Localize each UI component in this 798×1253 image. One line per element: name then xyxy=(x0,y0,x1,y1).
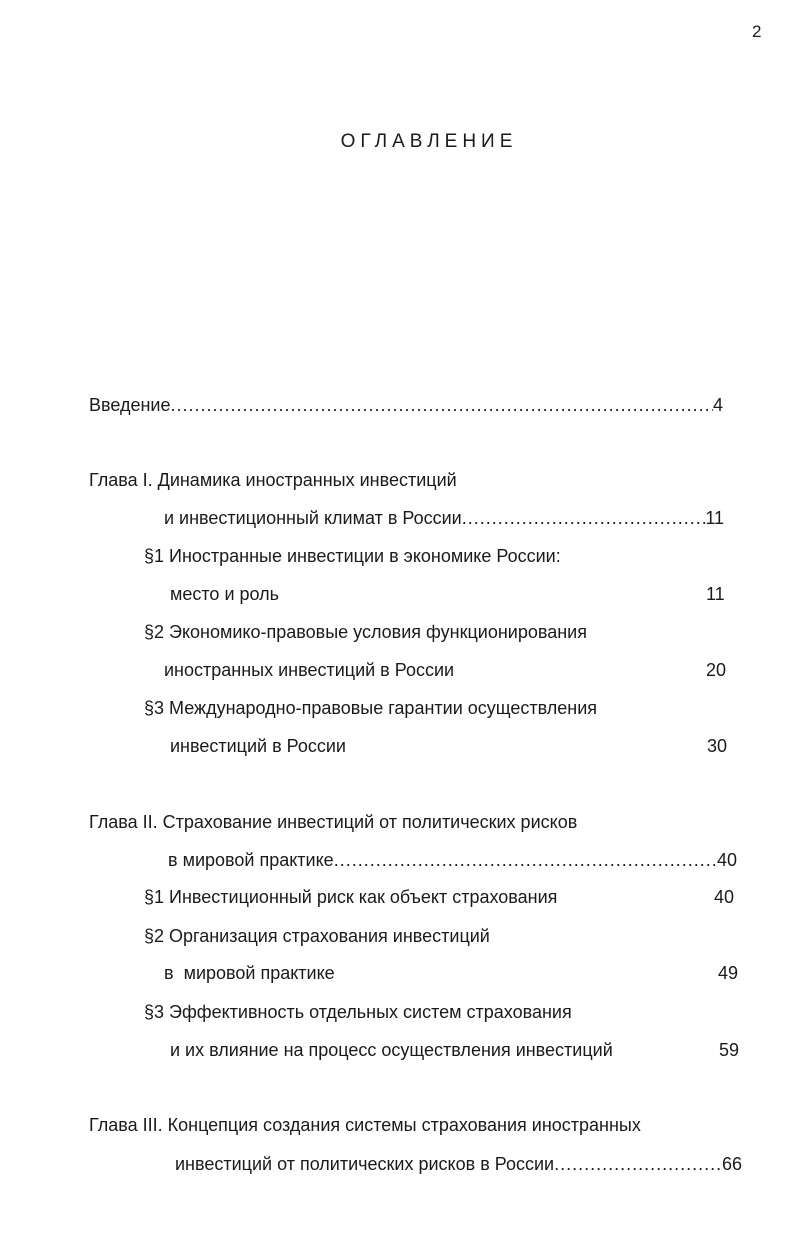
dot-leader xyxy=(171,394,713,416)
chapter-3-title-line1[interactable]: Глава III. Концепция создания системы страхования иностранных xyxy=(89,1115,641,1135)
section-1-2-line2[interactable]: иностранных инвестиций в России xyxy=(164,660,455,680)
section-1-3-page: 30 xyxy=(707,736,728,756)
section-1-2-page: 20 xyxy=(706,660,727,680)
toc-entry-page: 66 xyxy=(721,1154,742,1174)
dot-leader xyxy=(554,1153,722,1175)
dot-leader xyxy=(334,849,717,871)
chapter-1-title-line2[interactable] xyxy=(164,507,724,529)
section-2-1-line1[interactable]: §1 Инвестиционный риск как объект страхования xyxy=(144,887,558,907)
page-title: ОГЛАВЛЕНИЕ xyxy=(340,131,518,152)
chapter-1-title-line1[interactable]: Глава I. Динамика иностранных инвестиций xyxy=(89,470,457,490)
section-2-3-page: 59 xyxy=(719,1040,740,1060)
section-2-2-line1[interactable]: §2 Организация страхования инвестиций xyxy=(144,926,490,946)
chapter-2-title-line1[interactable]: Глава II. Страхование инвестиций от политических рисков xyxy=(89,812,578,832)
section-2-3-line1[interactable]: §3 Эффективность отдельных систем страхования xyxy=(144,1002,572,1022)
chapter-3-title-line2[interactable] xyxy=(175,1153,742,1175)
section-1-1-page: 11 xyxy=(706,584,725,604)
section-1-3-line1[interactable]: §3 Международно-правовые гарантии осуществления xyxy=(144,698,598,718)
section-1-1-line2[interactable]: место и роль xyxy=(170,584,280,604)
section-2-3-line2[interactable]: и их влияние на процесс осуществления инвестиций xyxy=(170,1040,613,1060)
toc-entry-label: Введение xyxy=(89,395,171,415)
toc-entry-page: 40 xyxy=(716,850,737,870)
section-2-2-line2[interactable]: в мировой практике xyxy=(164,963,335,983)
section-1-2-line1[interactable]: §2 Экономико-правовые условия функционирования xyxy=(144,622,587,642)
section-2-1-page: 40 xyxy=(714,887,735,907)
toc-entry-label: и инвестиционный климат в России xyxy=(164,508,462,528)
dot-leader xyxy=(462,507,706,529)
toc-entry-page: 11 xyxy=(705,508,724,528)
toc-entry-page: 4 xyxy=(712,395,723,415)
page-number: 2 xyxy=(752,22,762,41)
toc-entry-label: инвестиций от политических рисков в России xyxy=(175,1154,555,1174)
toc-entry-label: в мировой практике xyxy=(168,850,334,870)
toc-entry-intro[interactable] xyxy=(89,394,723,416)
section-1-3-line2[interactable]: инвестиций в России xyxy=(170,736,346,756)
section-1-1-line1[interactable]: §1 Иностранные инвестиции в экономике России: xyxy=(144,546,561,566)
section-2-2-page: 49 xyxy=(718,963,739,983)
chapter-2-title-line2[interactable] xyxy=(168,849,737,871)
